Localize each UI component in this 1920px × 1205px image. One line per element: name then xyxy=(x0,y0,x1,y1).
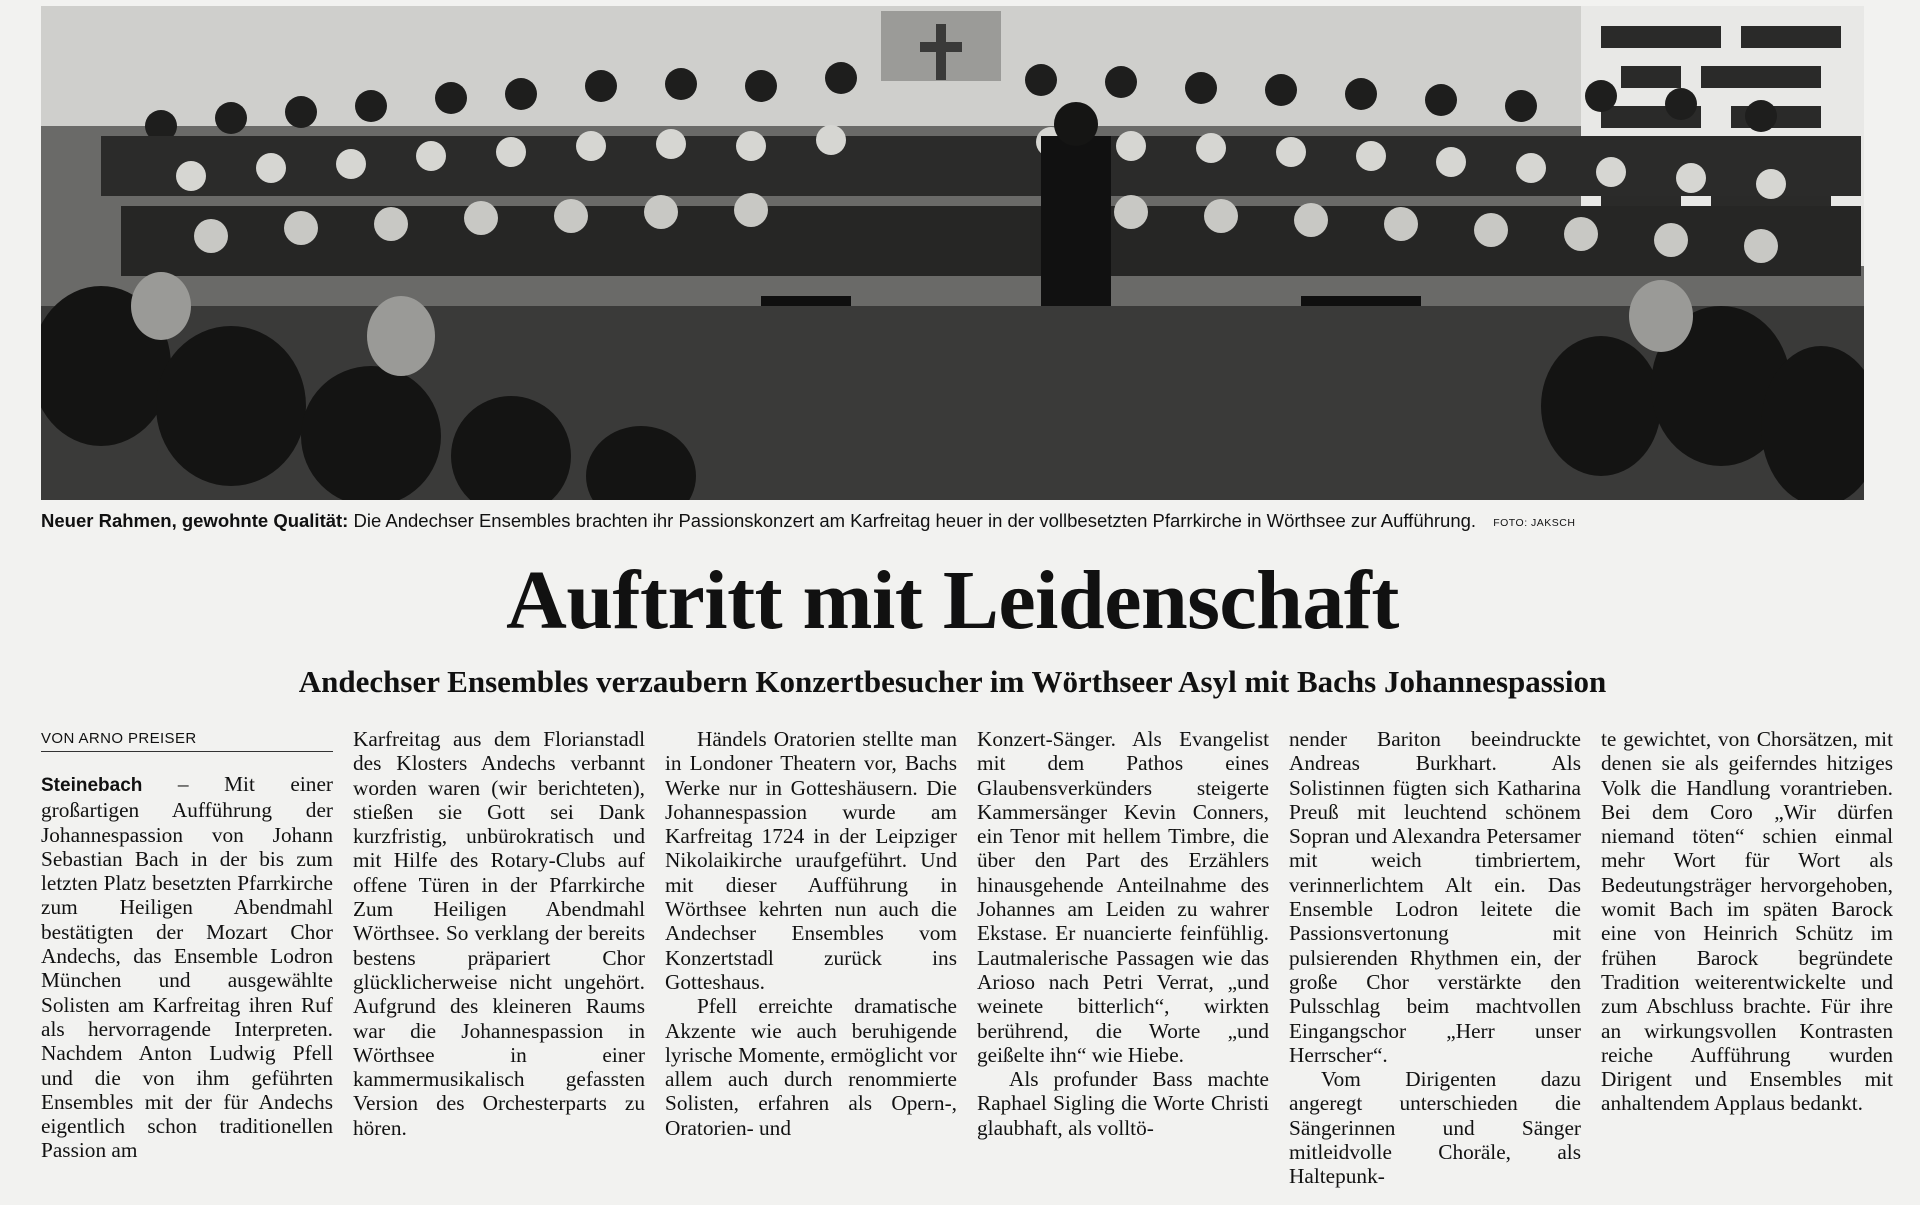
paragraph xyxy=(41,772,333,1163)
byline: VON ARNO PREISER xyxy=(41,727,333,752)
article-column-4 xyxy=(977,727,1269,1140)
paragraph: Vom Dirigenten dazu angeregt unterschieden die Sängerinnen und Sänger mitleidvolle Choräle, als Haltepunk- xyxy=(1289,1067,1581,1189)
paragraph: nender Bariton beeindruckte Andreas Burkhart. Als Solistinnen fügten sich Katharina Preuß mit leuchtend schönem Sopran und Alexandra Petersamer mit weich timbriertem, verinnerlichtem Alt ein. Das Ensemble Lodron leitete die Passionsvertonung mit pulsierenden Rhythmen ein, der große Chor verstärkte den Pulsschlag beim machtvollen Eingangschor „Herr unser Herrscher“. xyxy=(1289,727,1581,1067)
paragraph: Konzert-Sänger. Als Evangelist mit dem Pathos eines Glaubensverkünders steigerte Kammersänger Kevin Conners, ein Tenor mit hellem Timbre, die über den Part des Erzählers hinausgehende Anteilnahme des Johannes am Leiden zu wahrer Ekstase. Er nuancierte feinfühlig. Lautmalerische Passagen wie das Arioso nach Petri Verrat, „und weinete bitterlich“, wirkten berührend, die Worte „und geißelte ihn“ wie Hiebe. xyxy=(977,727,1269,1067)
paragraph: Pfell erreichte dramatische Akzente wie auch beruhigende lyrische Momente, ermöglicht vor allem auch durch renommierte Solisten, erfahren als Opern-, Oratorien- und xyxy=(665,994,957,1140)
subheadline: Andechser Ensembles verzaubern Konzertbesucher im Wörthseer Asyl mit Bachs Johannespassion xyxy=(298,664,1607,699)
paragraph: te gewichtet, von Chorsätzen, mit denen sie als geiferndes hitziges Volk die Handlung vorantrieben. Bei dem Coro „Wir dürfen niemand töten“ schien einmal mehr Wort für Wort als Bedeutungsträger hervorgehoben, womit Bach im späten Barock eine von Heinrich Schütz im frühen Barock begründete Tradition weiterentwickelte und zum Abschluss brachte. Für ihre an wirkungsvollen Kontrasten reiche Aufführung wurden Dirigent und Ensembles mit anhaltendem Applaus bedankt. xyxy=(1601,727,1893,1116)
article-column-6 xyxy=(1601,727,1893,1116)
concert-photo xyxy=(41,6,1864,500)
dateline: Steinebach xyxy=(41,775,143,796)
article-column-1 xyxy=(41,727,333,1163)
paragraph: Karfreitag aus dem Florianstadl des Klosters Andechs verbannt worden waren (wir berichteten), stießen sie Gott sei Dank kurzfristig, unbürokratisch und mit Hilfe des Rotary-Clubs auf offene Türen in der Pfarrkirche Zum Heiligen Abendmahl Wörthsee. So verklang der bereits bestens präpariert Chor glücklicherweise nicht ungehört. Aufgrund des kleineren Raums war die Johannespassion in Wörthsee in einer kammermusikalisch gefassten Version des Orchesterparts zu hören. xyxy=(353,727,645,1140)
paragraph: Als profunder Bass machte Raphael Sigling die Worte Christi glaubhaft, als volltö- xyxy=(977,1067,1269,1140)
headline: Auftritt mit Leidenschaft xyxy=(506,554,1399,647)
article-column-3 xyxy=(665,727,957,1140)
concert-photo-icon xyxy=(41,6,1864,500)
photo-credit: FOTO: JAKSCH xyxy=(1493,517,1576,529)
photo-caption xyxy=(41,508,1864,534)
paragraph: Händels Oratorien stellte man in Londoner Theatern vor, Bachs Werke nur in Gotteshäusern. Die Johannespassion wurde am Karfreitag 1724 in der Leipziger Nikolaikirche uraufgeführt. Und mit dieser Aufführung in Wörthsee kehrten nun auch die Andechser Ensembles vom Konzertstadl zurück ins Gotteshaus. xyxy=(665,727,957,994)
article-column-5 xyxy=(1289,727,1581,1189)
article-column-2 xyxy=(353,727,645,1140)
paragraph-text: – Mit einer großartigen Aufführung der Johannespassion von Johann Sebastian Bach in der bis zum letzten Platz besetzten Pfarrkirche zum Heiligen Abendmahl bestätigten der Mozart Chor Andechs, das Ensemble Lodron München und ausgewählte Solisten am Karfreitag ihren Ruf als hervorragende Interpreten. Nachdem Anton Ludwig Pfell und die von ihm geführten Ensembles mit der für Andechs eigentlich schon traditionellen Passion am xyxy=(41,772,333,1163)
caption-lead: Neuer Rahmen, gewohnte Qualität: xyxy=(41,510,349,531)
caption-text: Die Andechser Ensembles brachten ihr Passionskonzert am Karfreitag heuer in der vollbesetzten Pfarrkirche in Wörthsee zur Aufführung. xyxy=(353,510,1477,531)
